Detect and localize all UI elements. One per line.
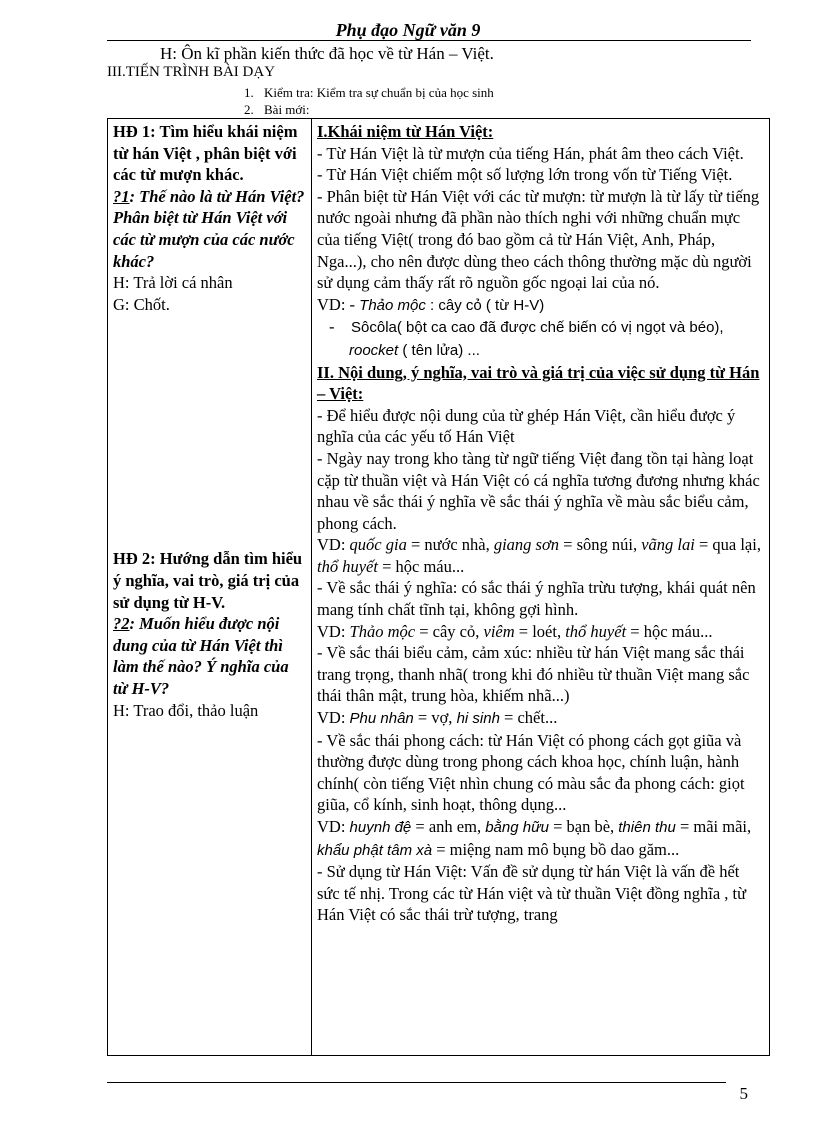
paragraph: - Từ Hán Việt là từ mượn của tiếng Hán, phát âm theo cách Việt.	[317, 143, 744, 163]
step-item: 1. Kiểm tra: Kiểm tra sự chuẩn bị của học sinh	[244, 85, 494, 100]
paragraph: - Về sắc thái biểu cảm, cảm xúc: nhiều từ hán Việt mang sắc thái trang trọng, thanh nhã( trong khi đó nhiều từ thuần Việt mang sắc thái thân mật, trung hòa, khiếm nhã...)	[317, 643, 750, 706]
example-line: VD: - Thảo mộc : cây cỏ ( từ H-V)	[317, 294, 545, 314]
paragraph: - Ngày nay trong kho tàng từ ngữ tiếng Việt đang tồn tại hàng loạt cặp từ thuần việt và Hán Việt có cá nghĩa tương đương nhưng khác nhau về sắc thái ý nghĩa về sắc thái ý nghĩa về màu sắc biểu cảm, phong cách.	[317, 448, 760, 533]
paragraph: - Để hiểu được nội dung của từ ghép Hán Việt, cần hiểu được ý nghĩa của các yếu tố Hán Việt	[317, 405, 736, 447]
page-number: 5	[739, 1084, 748, 1103]
hd2-title: HĐ 2: Hướng dẫn tìm hiểu ý nghĩa, vai trò, giá trị của sử dụng từ H-V.	[113, 549, 303, 612]
steps-list	[244, 85, 494, 119]
activity-column	[108, 119, 312, 1056]
h1-note: H: Trả lời cá nhân	[113, 273, 233, 293]
section2-heading: II. Nội dung, ý nghĩa, vai trò và giá trị của việc sử dụng từ Hán – Việt:	[317, 362, 760, 404]
paragraph: - Về sắc thái phong cách: từ Hán Việt có phong cách gọt giũa và thường được dùng trong phong cách khoa học, chính luận, hành chính( còn tiếng Việt nhìn chung có màu sắc đa phong cách: giọt giũa, cổ kính, sinh hoạt, thông dụng...	[317, 730, 745, 815]
example-line: VD: Thảo mộc = cây cỏ, viêm = loét, thổ huyết = hộc máu...	[317, 621, 713, 641]
example-line: VD: quốc gia = nước nhà, giang sơn = sông núi, vãng lai = qua lại, thổ huyết = hộc máu...	[317, 535, 761, 576]
paragraph: - Về sắc thái ý nghĩa: có sắc thái ý nghĩa trừu tượng, khái quát nên mang tính chất tĩnh tại, không gợi hình.	[317, 578, 756, 620]
g1-note: G: Chốt.	[113, 294, 170, 314]
bullet-item: - Sôcôla( bột ca cao đã được chế biến có vị ngọt và béo), roocket ( tên lửa) ...	[329, 317, 724, 359]
section1-heading: I.Khái niệm từ Hán Việt:	[317, 122, 494, 141]
lesson-table	[107, 118, 770, 1056]
spacer	[113, 315, 306, 548]
footer-rule	[107, 1082, 726, 1083]
hd1-title: HĐ 1: Tìm hiểu khái niệm từ hán Việt , phân biệt với các từ mượn khác.	[113, 122, 298, 185]
paragraph: - Từ Hán Việt chiếm một số lượng lớn trong vốn từ Tiếng Việt.	[317, 165, 733, 185]
example-line: VD: Phu nhân = vợ, hi sinh = chết...	[317, 708, 558, 728]
content-column	[312, 119, 770, 1056]
step-item: 2. Bài mới:	[244, 102, 310, 117]
paragraph: - Sử dụng từ Hán Việt: Vấn đề sử dụng từ hán Việt là vấn đề hết sức tế nhị. Trong các từ Hán việt và từ thuần Việt đồng nghĩa , từ Hán Việt có sắc thái trừ tượng, trang	[317, 862, 747, 925]
paragraph: - Phân biệt từ Hán Việt với các từ mượn: từ mượn là từ lấy từ tiếng nước ngoài nhưng đã phần nào thích nghi với những chuẩn mực của tiếng Việt( trong đó bao gồm cả từ Hán Việt, Anh, Pháp, Nga...), cho nên được dùng theo cách thông thường mặc dù người sử dụng cảm thấy rất rõ nguồn gốc ngoại lai của nó.	[317, 186, 760, 293]
question-2: ?2: Muốn hiểu được nội dung của từ Hán Việt thì làm thế nào? Ý nghĩa của từ H-V?	[113, 614, 289, 698]
section-heading: III.TIẾN TRÌNH BÀI DẠY	[107, 64, 276, 80]
header-title: Phụ đạo Ngữ văn 9	[335, 20, 481, 40]
question-1: ?1: Thế nào là từ Hán Việt? Phân biệt từ Hán Việt với các từ mượn của các nước khác?	[113, 186, 305, 271]
header-rule	[107, 40, 751, 41]
h2-note: H: Trao đổi, thảo luận	[113, 700, 259, 720]
objective-line: H: Ôn kĩ phần kiến thức đã học về từ Hán – Việt.	[160, 44, 494, 63]
example-line: VD: huynh đệ = anh em, bằng hữu = bạn bè, thiên thu = mãi mãi, khẩu phật tâm xà = miệng nam mô bụng bồ dao găm...	[317, 817, 752, 859]
